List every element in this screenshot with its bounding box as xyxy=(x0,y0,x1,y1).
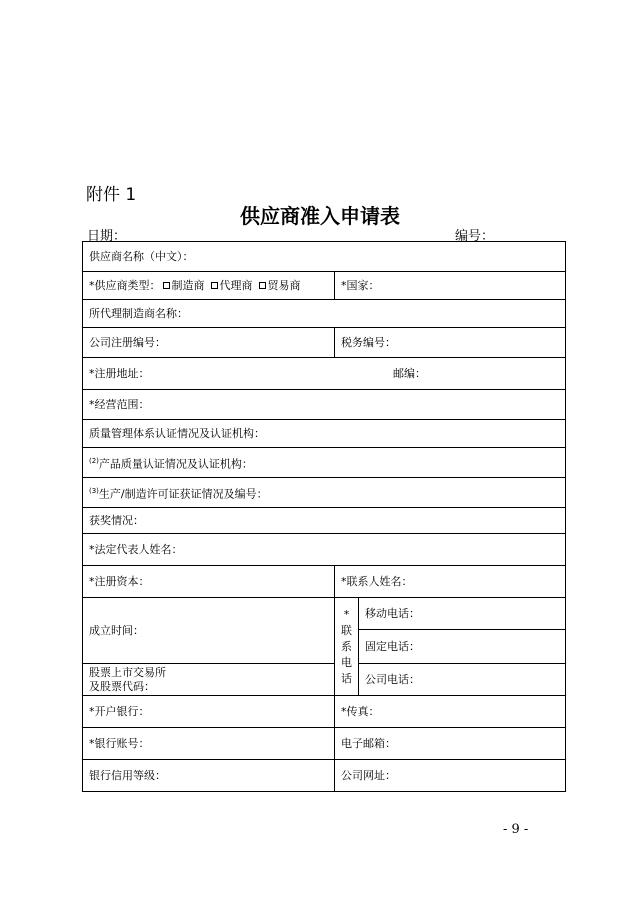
footnote-2: (2) xyxy=(89,456,99,465)
checkbox-trader[interactable] xyxy=(259,282,266,289)
company-reg-no-field[interactable]: 公司注册编号： xyxy=(83,328,335,358)
account-field[interactable]: *银行账号： xyxy=(83,728,335,760)
business-scope-field[interactable]: *经营范围： xyxy=(83,390,566,420)
qms-cert-field[interactable]: 质量管理体系认证情况及认证机构： xyxy=(83,420,566,448)
form-title: 供应商准入申请表 xyxy=(240,204,400,228)
reg-address-field[interactable] xyxy=(83,358,566,390)
license-label: 生产/制造许可证获证情况及编号： xyxy=(98,487,268,501)
option-manufacturer-label: 制造商 xyxy=(171,278,205,292)
checkbox-manufacturer[interactable] xyxy=(163,282,170,289)
contact-phone-group-label: * 联 系 电 话 xyxy=(335,598,359,696)
reg-capital-field[interactable]: *注册资本： xyxy=(83,566,335,598)
contact-name-field[interactable]: *联系人姓名： xyxy=(335,566,566,598)
postcode-label: 邮编： xyxy=(393,366,426,380)
credit-rating-field[interactable]: 银行信用等级： xyxy=(83,760,335,792)
landline-field[interactable]: 固定电话： xyxy=(359,630,566,664)
reg-address-label: *注册地址： xyxy=(89,366,150,380)
country-field[interactable]: *国家： xyxy=(335,272,566,300)
agent-manufacturer-field[interactable]: 所代理制造商名称： xyxy=(83,300,566,328)
established-field[interactable]: 成立时间： xyxy=(83,598,335,664)
option-trader-label: 贸易商 xyxy=(267,278,301,292)
supplier-type-label: *供应商类型： xyxy=(89,278,161,292)
application-form-table xyxy=(82,241,566,792)
product-cert-label: 产品质量认证情况及认证机构： xyxy=(98,457,253,471)
email-field[interactable]: 电子邮箱： xyxy=(335,728,566,760)
footnote-3: (3) xyxy=(89,486,99,495)
page-number: - 9 - xyxy=(503,822,529,837)
website-field[interactable]: 公司网址： xyxy=(335,760,566,792)
number-label: 编号： xyxy=(455,229,495,244)
supplier-type-field[interactable] xyxy=(83,272,335,300)
supplier-name-field[interactable]: 供应商名称（中文）： xyxy=(83,242,566,272)
option-agent-label: 代理商 xyxy=(219,278,253,292)
stock-exchange-field[interactable] xyxy=(83,664,335,696)
date-label: 日期： xyxy=(87,229,127,244)
checkbox-agent[interactable] xyxy=(211,282,218,289)
attachment-label: 附件 1 xyxy=(86,185,137,205)
office-phone-field[interactable]: 公司电话： xyxy=(359,664,566,696)
awards-field[interactable]: 获奖情况： xyxy=(83,508,566,534)
fax-field[interactable]: *传真： xyxy=(335,696,566,728)
legal-rep-field[interactable]: *法定代表人姓名： xyxy=(83,534,566,566)
stock-exchange-label-2: 及股票代码： xyxy=(89,679,155,693)
mobile-field[interactable]: 移动电话： xyxy=(359,598,566,630)
bank-field[interactable]: *开户银行： xyxy=(83,696,335,728)
product-cert-field[interactable] xyxy=(83,448,566,478)
stock-exchange-label-1: 股票上市交易所 xyxy=(89,665,166,679)
license-field[interactable] xyxy=(83,478,566,508)
tax-no-field[interactable]: 税务编号： xyxy=(335,328,566,358)
